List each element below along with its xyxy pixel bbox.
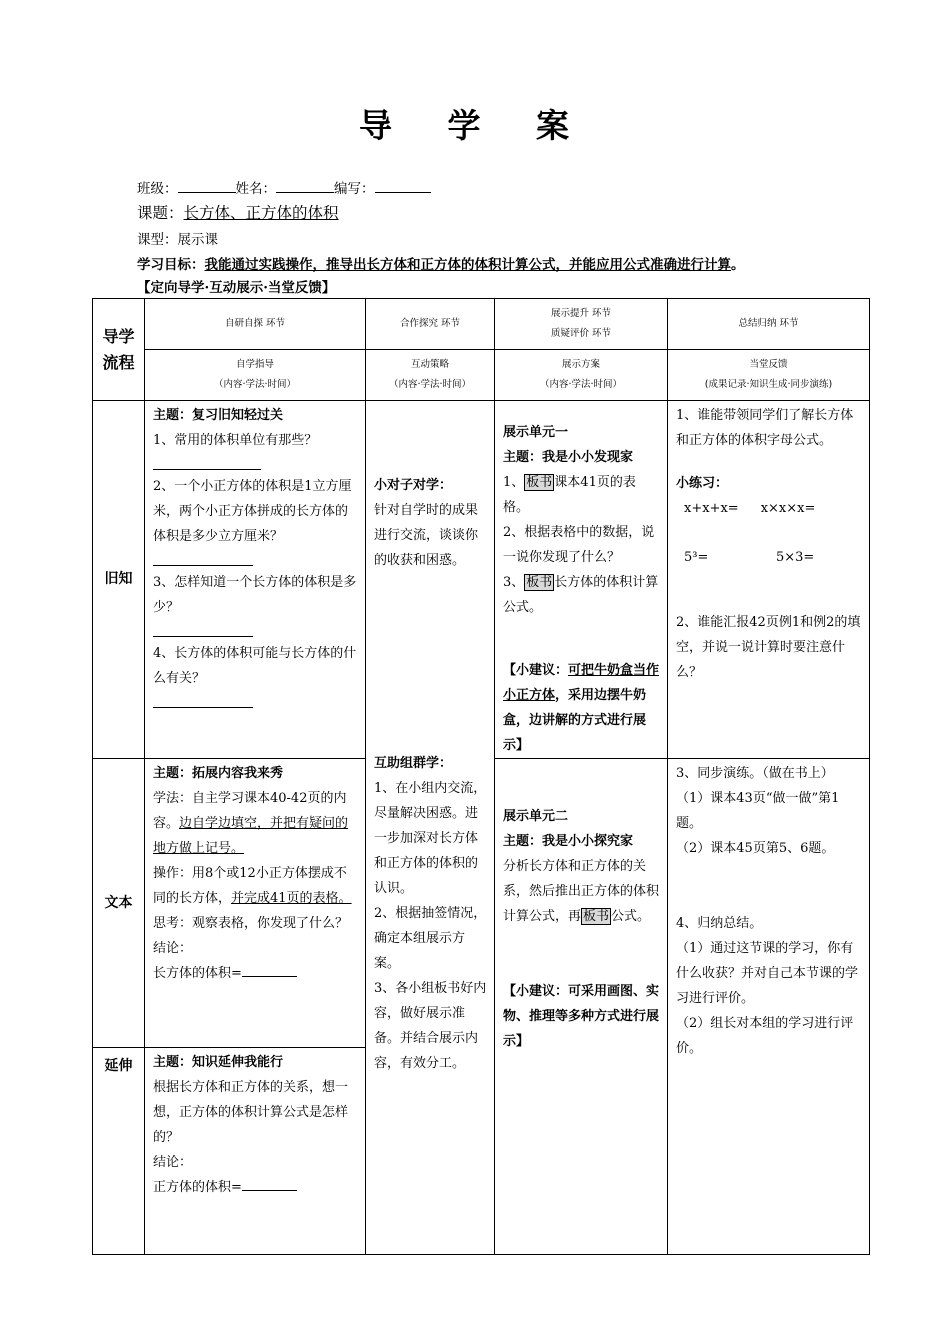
feedback-part-2 (668, 759, 870, 1255)
feedback-4: 4、归纳总结。 (676, 916, 763, 931)
feedback-1: 1、谁能带领同学们了解长方体和正方体的体积字母公式。 (676, 408, 854, 448)
review-q3: 3、怎样知道一个长方体的体积是多少？ (153, 575, 357, 615)
review-theme: 主题：复习旧知轻过关 (153, 408, 284, 423)
unit1-item-2: 2、根据表格中的数据，说一说你发现了什么？ (503, 525, 655, 565)
row-label-text: 文本 (93, 759, 145, 1048)
type-line (137, 228, 218, 248)
feedback-part-1 (668, 401, 870, 759)
feedback-3: 3、同步演练。（做在书上） (676, 766, 834, 781)
type-label: 课型： (137, 232, 178, 248)
topic-label: 课题： (137, 204, 184, 222)
row-label-extend: 延伸 (93, 1048, 145, 1255)
cube-formula: 正方体的体积= (153, 1175, 359, 1200)
unit1-item-3: 3、 板书 长方体的体积计算公式。 (503, 575, 659, 615)
topic-line (137, 201, 339, 223)
header-fields (137, 177, 431, 197)
goal-label: 学习目标： (137, 257, 205, 273)
header-summary: 总结归纳 环节 (668, 299, 870, 350)
header-self-study: 自研自探 环节 (145, 299, 366, 350)
mode-line: 【定向导学·互动展示·当堂反馈】 (137, 280, 336, 296)
unit2-tip: 【小建议：可采用画图、实物、推理等多种方式进行展示】 (503, 984, 660, 1049)
name-blank[interactable] (276, 178, 334, 193)
group-step-3: 3、各小组板书好内容，做好展示准备。并结合展示内容，有效分工。 (374, 981, 487, 1071)
answer-blank[interactable] (153, 553, 253, 566)
practice-title: 小练习： (676, 476, 729, 491)
goal-line (137, 253, 897, 273)
unit2-text: 分析长方体和正方体的关系，然后推出正方体的体积计算公式，再 板书 公式。 (503, 859, 660, 924)
header-show: 展示提升 环节 质疑评价 环节 (495, 299, 668, 350)
formula-blank[interactable] (242, 1176, 297, 1191)
text-conclusion: 结论： (153, 941, 193, 956)
extend-theme: 主题：知识延伸我能行 (153, 1055, 284, 1070)
flow-label: 导学 流程 (93, 299, 145, 401)
unit2-theme: 主题：我是小小探究家 (503, 834, 634, 849)
header-cooperate: 合作探究 环节 (366, 299, 495, 350)
unit2-title: 展示单元二 (503, 809, 569, 824)
feedback-3a: （1）课本43页“做一做”第1题。 (676, 791, 840, 831)
feedback-3b: （2）课本45页第5、6题。 (676, 841, 835, 856)
unit1-title: 展示单元一 (503, 425, 569, 440)
group-step-1: 1、在小组内交流，尽量解决困惑。进一步加深对长方体和正方体的体积的认识。 (374, 781, 487, 896)
row-label-review: 旧知 (93, 401, 145, 759)
review-section (145, 401, 366, 759)
practice-row-2: 5³= 5×3= (684, 550, 815, 565)
class-blank[interactable] (178, 178, 236, 193)
group-step-2: 2、根据抽签情况，确定本组展示方案。 (374, 906, 487, 971)
page-title: 导 学 案 (359, 106, 591, 145)
sub-header-feedback: 当堂反馈 (成果记录·知识生成·同步演练) (668, 350, 870, 401)
feedback-2: 2、谁能汇报42页例1和例2的填空，并说一说计算时要注意什么？ (676, 615, 861, 680)
sub-header-show: 展示方案 （内容·学法·时间） (495, 350, 668, 401)
show-unit-1 (495, 401, 668, 759)
sub-header-self-study: 自学指导 （内容·学法·时间） (145, 350, 366, 401)
text-think: 思考：观察表格，你发现了什么？ (153, 916, 349, 931)
unit1-tip: 【小建议：可把牛奶盒当作小正方体，采用边摆牛奶盒，边讲解的方式进行展示】 (503, 663, 660, 753)
author-blank[interactable] (375, 178, 431, 193)
author-label: 编写： (334, 181, 375, 197)
answer-blank[interactable] (153, 695, 253, 708)
answer-blank[interactable] (153, 624, 253, 637)
review-q2: 2、一个小正方体的体积是1立方厘米，两个小正方体拼成的长方体的体积是多少立方厘米？ (153, 479, 352, 544)
pair-text: 针对自学时的成果进行交流，谈谈你的收获和困惑。 (374, 503, 479, 568)
text-section (145, 759, 366, 1048)
show-unit-2 (495, 759, 668, 1255)
answer-blank[interactable] (153, 457, 261, 470)
text-theme: 主题：拓展内容我来秀 (153, 766, 284, 781)
name-label: 姓名： (235, 181, 276, 197)
group-title: 互助组群学： (374, 756, 453, 771)
cooperate-column (366, 401, 495, 1255)
goal-text: 我能通过实践操作，推导出长方体和正方体的体积计算公式，并能应用公式准确进行计算 (204, 257, 731, 273)
extend-conclusion: 结论： (153, 1155, 193, 1170)
feedback-4b: （2）组长对本组的学习进行评价。 (676, 1016, 854, 1056)
class-label: 班级： (137, 181, 178, 197)
sub-header-cooperate: 互动策略 （内容·学法·时间） (366, 350, 495, 401)
extend-section (145, 1048, 366, 1255)
practice-row-1: x+x+x= x×x×x= (684, 501, 816, 516)
formula-blank[interactable] (242, 962, 297, 977)
cuboid-formula: 长方体的体积= (153, 961, 359, 986)
pair-title: 小对子对学： (374, 478, 453, 493)
goal-end: 。 (731, 257, 745, 273)
text-operation: 操作：用8个或12小正方体摆成不同的长方体，并完成41页的表格。 (153, 866, 352, 906)
unit1-item-1: 1、 板书 课本41页的表格。 (503, 475, 636, 515)
review-q4: 4、长方体的体积可能与长方体的什么有关？ (153, 646, 357, 686)
topic-value: 长方体、正方体的体积 (183, 204, 339, 222)
extend-text: 根据长方体和正方体的关系，想一想，正方体的体积计算公式是怎样的？ (153, 1080, 349, 1145)
unit1-theme: 主题：我是小小发现家 (503, 450, 634, 465)
text-method: 学法：自主学习课本40-42页的内容。边自学边填空，并把有疑问的地方做上记号。 (153, 791, 349, 856)
feedback-4a: （1）通过这节课的学习，你有什么收获？并对自己本节课的学习进行评价。 (676, 941, 859, 1006)
lesson-table (92, 298, 870, 1255)
review-q1: 1、常用的体积单位有那些？ (153, 433, 318, 448)
type-value: 展示课 (177, 232, 218, 248)
